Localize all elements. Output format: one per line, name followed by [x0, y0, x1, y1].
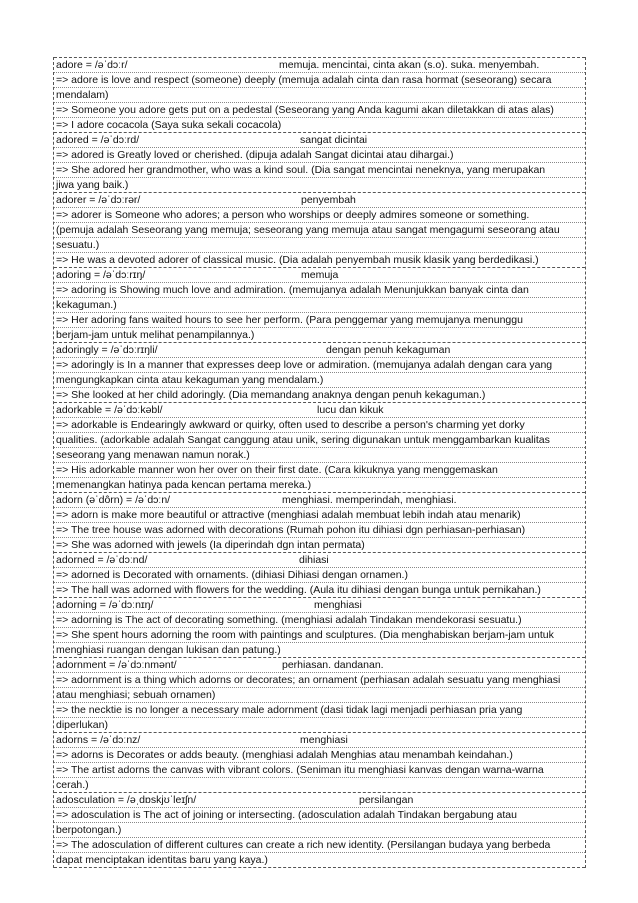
definition-line: (pemuja adalah Seseorang yang memuja; seseorang yang memuja atau sangat mengagumi seseorang atau [54, 223, 585, 238]
definition-line: kekaguman.) [54, 298, 585, 313]
definition-line: sesuatu.) [54, 238, 585, 253]
headword-pronunciation: adosculation = /əˌdɒskjʊˈleɪʃn/ [56, 794, 197, 806]
definition-line: berjam-jam untuk melihat penampilannya.) [56, 329, 255, 341]
dictionary-entry [54, 403, 585, 493]
definition-line: => The hall was adorned with flowers for the wedding. (Aula itu dihiasi dengan bunga untuk pernikahan.) [56, 584, 541, 596]
definition-line: dapat menciptakan identitas baru yang kaya.) [56, 854, 268, 866]
headword-pronunciation: adorns = /əˈdɔːnz/ [56, 734, 141, 746]
entry-headword-line [54, 493, 585, 508]
dictionary-entry [54, 658, 585, 733]
translation-gloss: lucu dan kikuk [317, 404, 384, 416]
entry-headword-line [54, 193, 585, 208]
definition-line: => adorer is Someone who adores; a person who worships or deeply admires someone or something. [54, 208, 585, 223]
entry-headword-line [54, 403, 585, 418]
dictionary-sheet [53, 57, 586, 868]
definition-line: => The adosculation of different cultures can create a rich new identity. (Persilangan budaya yang berbeda [54, 838, 585, 853]
definition-line: seseorang yang menawan namun norak.) [54, 448, 585, 463]
translation-gloss: persilangan [359, 794, 414, 806]
entry-headword-line [54, 133, 585, 148]
headword-pronunciation: adorning = /əˈdɔːnɪŋ/ [56, 599, 154, 611]
definition-line: => adoringly is In a manner that expresses deep love or admiration. (memujanya adalah dengan cara yang [54, 358, 585, 373]
entry-headword-line [54, 58, 585, 73]
definition-line: => I adore cocacola (Saya suka sekali cocacola) [56, 119, 282, 131]
definition-line: => adored is Greatly loved or cherished. (dipuja adalah Sangat dicintai atau dihargai.) [54, 148, 585, 163]
definition-line: => the necktie is no longer a necessary male adornment (dasi tidak lagi menjadi perhiasan pria yang [54, 703, 585, 718]
definition-line: => adorkable is Endearingly awkward or quirky, often used to describe a person's charming yet dorky [54, 418, 585, 433]
dictionary-entry [54, 193, 585, 268]
translation-gloss: dihiasi [299, 554, 329, 566]
translation-gloss: menghiasi. memperindah, menghiasi. [282, 494, 457, 506]
dictionary-entry [54, 733, 585, 793]
dictionary-entry [54, 57, 585, 133]
definition-line: => The tree house was adorned with decorations (Rumah pohon itu dihiasi dgn perhiasan-perhiasan) [54, 523, 585, 538]
definition-line: mendalam) [54, 88, 585, 103]
definition-line: => adosculation is The act of joining or intersecting. (adosculation adalah Tindakan bergabung atau [54, 808, 585, 823]
headword-pronunciation: adored = /əˈdɔːrd/ [56, 134, 140, 146]
dictionary-entry [54, 598, 585, 658]
dictionary-entry [54, 133, 585, 193]
headword-pronunciation: adoring = /əˈdɔːrɪŋ/ [56, 269, 146, 281]
definition-line: jiwa yang baik.) [56, 179, 129, 191]
definition-line: => adorning is The act of decorating something. (menghiasi adalah Tindakan mendekorasi sesuatu.) [54, 613, 585, 628]
dictionary-entry [54, 793, 585, 868]
definition-line: cerah.) [56, 779, 89, 791]
definition-line: => He was a devoted adorer of classical music. (Dia adalah penyembah musik klasik yang berdedikasi.) [56, 254, 539, 266]
definition-line: berpotongan.) [54, 823, 585, 838]
entry-headword-line [54, 343, 585, 358]
entry-headword-line [54, 793, 585, 808]
definition-line: => adore is love and respect (someone) deeply (memuja adalah cinta dan rasa hormat (seseorang) secara [54, 73, 585, 88]
translation-gloss: menghiasi [314, 599, 362, 611]
definition-line: => She spent hours adorning the room with paintings and sculptures. (Dia menghabiskan berjam-jam untuk [54, 628, 585, 643]
definition-line: => She was adorned with jewels (Ia diperindah dgn intan permata) [56, 539, 365, 551]
definition-line: => She looked at her child adoringly. (Dia memandang anaknya dengan penuh kekaguman.) [56, 389, 486, 401]
definition-line: => adorn is make more beautiful or attractive (menghiasi adalah membuat lebih indah atau menarik) [54, 508, 585, 523]
definition-line: => Someone you adore gets put on a pedestal (Seseorang yang Anda kagumi akan diletakkan di atas alas) [54, 103, 585, 118]
definition-line: mengungkapkan cinta atau kekaguman yang mendalam.) [54, 373, 585, 388]
definition-line: memenangkan hatinya pada kencan pertama mereka.) [56, 479, 312, 491]
headword-pronunciation: adorn (əˈdôrn) = /əˈdɔːn/ [56, 494, 171, 506]
dictionary-entry [54, 268, 585, 343]
dictionary-entry [54, 493, 585, 553]
dictionary-entry [54, 553, 585, 598]
headword-pronunciation: adorer = /əˈdɔːrər/ [56, 194, 141, 206]
definition-line: => She adored her grandmother, who was a kind soul. (Dia sangat mencintai neneknya, yang merupakan [54, 163, 585, 178]
definition-line: => Her adoring fans waited hours to see her perform. (Para penggemar yang memujanya menunggu [54, 313, 585, 328]
translation-gloss: sangat dicintai [300, 134, 368, 146]
translation-gloss: dengan penuh kekaguman [326, 344, 451, 356]
definition-line: => adorned is Decorated with ornaments. (dihiasi Dihiasi dengan ornamen.) [54, 568, 585, 583]
entry-headword-line [54, 733, 585, 748]
definition-line: atau menghiasi; sebuah ornamen) [54, 688, 585, 703]
dictionary-entry [54, 343, 585, 403]
translation-gloss: perhiasan. dandanan. [282, 659, 384, 671]
entry-headword-line [54, 553, 585, 568]
headword-pronunciation: adoringly = /əˈdɔːrɪŋli/ [56, 344, 158, 356]
headword-pronunciation: adornment = /əˈdɔːnmənt/ [56, 659, 177, 671]
definition-line: => adoring is Showing much love and admiration. (memujanya adalah Menunjukkan banyak cinta dan [54, 283, 585, 298]
headword-pronunciation: adore = /əˈdɔːr/ [56, 59, 128, 71]
entry-headword-line [54, 658, 585, 673]
translation-gloss: memuja [301, 269, 339, 281]
definition-line: qualities. (adorkable adalah Sangat canggung atau unik, sering digunakan untuk menggambarkan kualitas [54, 433, 585, 448]
headword-pronunciation: adorned = /əˈdɔːnd/ [56, 554, 148, 566]
translation-gloss: penyembah [301, 194, 356, 206]
entry-headword-line [54, 598, 585, 613]
translation-gloss: memuja. mencintai, cinta akan (s.o). suka. menyembah. [279, 59, 540, 71]
definition-line: => adorns is Decorates or adds beauty. (menghiasi adalah Menghias atau menambah keindahan.) [54, 748, 585, 763]
headword-pronunciation: adorkable = /əˈdɔːkəbl/ [56, 404, 163, 416]
definition-line: => The artist adorns the canvas with vibrant colors. (Seniman itu menghiasi kanvas dengan warna-warna [54, 763, 585, 778]
definition-line: => His adorkable manner won her over on their first date. (Cara kikuknya yang menggemaskan [54, 463, 585, 478]
definition-line: => adornment is a thing which adorns or decorates; an ornament (perhiasan adalah sesuatu yang menghiasi [54, 673, 585, 688]
definition-line: menghiasi ruangan dengan lukisan dan patung.) [56, 644, 281, 656]
definition-line: diperlukan) [56, 719, 108, 731]
entry-headword-line [54, 268, 585, 283]
translation-gloss: menghiasi [300, 734, 348, 746]
